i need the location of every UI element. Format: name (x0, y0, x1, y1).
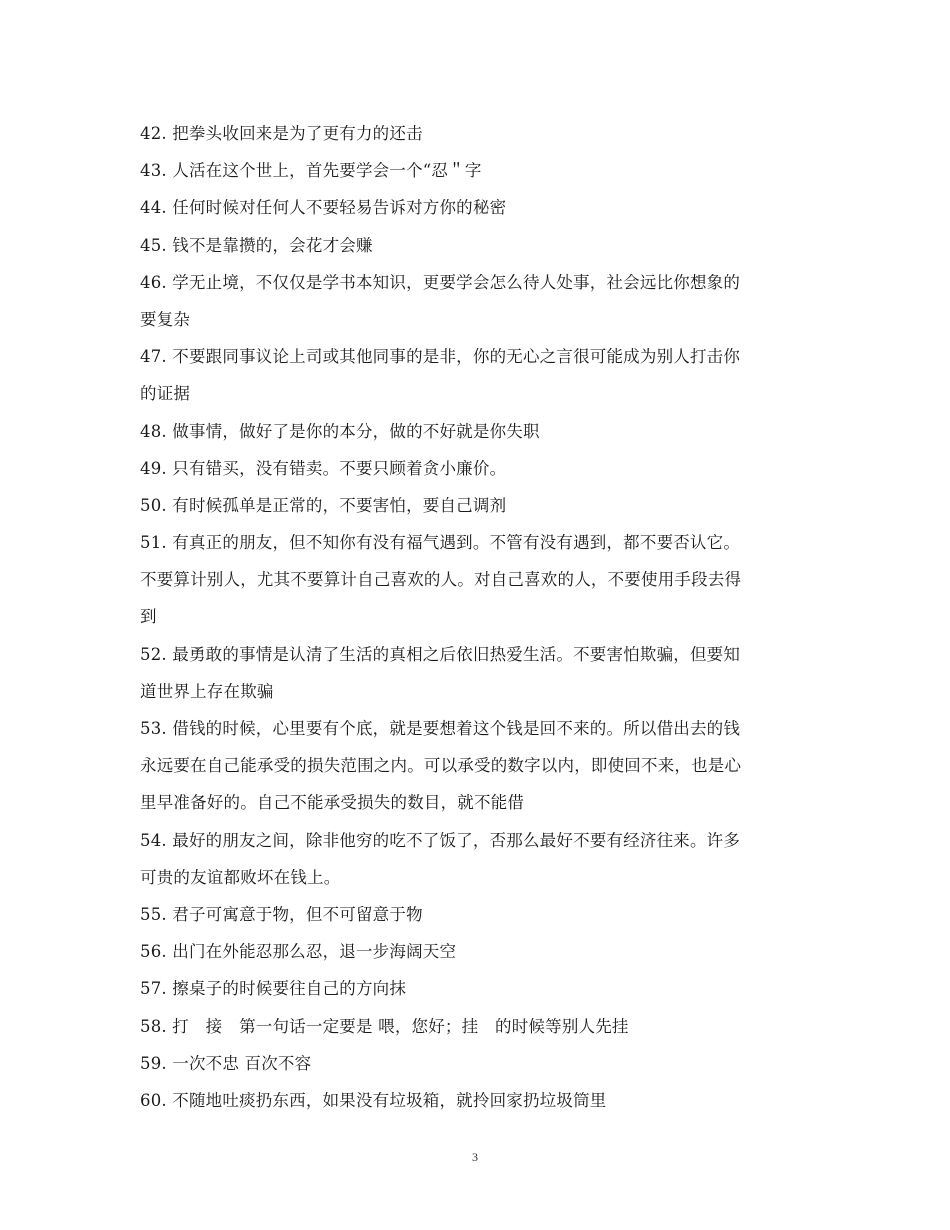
text-line: 43. 人活在这个世上，首先要学会一个“忍＂字 (140, 161, 482, 181)
text-line: 的证据 (140, 384, 191, 404)
text-line: 56. 出门在外能忍那么忍，退一步海阔天空 (140, 942, 457, 962)
text-line: 要复杂 (140, 309, 191, 329)
text-line: 51. 有真正的朋友，但不知你有没有福气遇到。不管有没有遇到，都不要否认它。 (140, 533, 741, 553)
text-line: 44. 任何时候对任何人不要轻易告诉对方你的秘密 (140, 198, 507, 218)
text-line: 可贵的友谊都败坏在钱上。 (140, 867, 341, 887)
document-body (140, 115, 820, 1119)
page-number: 3 (472, 1150, 478, 1164)
text-line: 60. 不随地吐痰扔东西，如果没有垃圾箱，就拎回家扔垃圾筒里 (140, 1090, 607, 1110)
text-line: 59. 一次不忠 百次不容 (140, 1053, 312, 1073)
text-line: 57. 擦桌子的时候要往自己的方向抹 (140, 979, 407, 999)
text-line: 42. 把拳头收回来是为了更有力的还击 (140, 124, 423, 143)
text-line: 45. 钱不是靠攒的，会花才会赚 (140, 235, 373, 255)
text-line: 不要算计别人，尤其不要算计自己喜欢的人。对自己喜欢的人，不要使用手段去得 (140, 570, 742, 590)
text-line: 46. 学无止境，不仅仅是学书本知识，更要学会怎么待人处事，社会远比你想象的 (140, 272, 741, 292)
text-line: 49. 只有错买，没有错卖。不要只顾着贪小廉价。 (140, 458, 507, 478)
text-line: 55. 君子可寓意于物，但不可留意于物 (140, 904, 423, 924)
text-line: 里早准备好的。自己不能承受损失的数目，就不能借 (140, 793, 525, 813)
text-line: 50. 有时候孤单是正常的，不要害怕，要自己调剂 (140, 495, 507, 515)
text-line: 54. 最好的朋友之间，除非他穷的吃不了饭了，否那么最好不要有经济往来。许多 (140, 830, 741, 850)
text-line: 48. 做事情，做好了是你的本分，做的不好就是你失职 (140, 421, 540, 441)
text-line: 58. 打 接 第一句话一定要是 喂，您好；挂 的时候等别人先挂 (140, 1016, 629, 1036)
text-line: 52. 最勇敢的事情是认清了生活的真相之后依旧热爱生活。不要害怕欺骗，但要知 (140, 644, 741, 664)
text-line: 永远要在自己能承受的损失范围之内。可以承受的数字以内，即使回不来，也是心 (140, 756, 742, 776)
text-line: 道世界上存在欺骗 (140, 681, 274, 701)
text-line: 53. 借钱的时候，心里要有个底，就是要想着这个钱是回不来的。所以借出去的钱 (140, 719, 741, 738)
text-line: 47. 不要跟同事议论上司或其他同事的是非，你的无心之言很可能成为别人打击你 (140, 347, 741, 367)
text-line: 到 (140, 607, 157, 627)
